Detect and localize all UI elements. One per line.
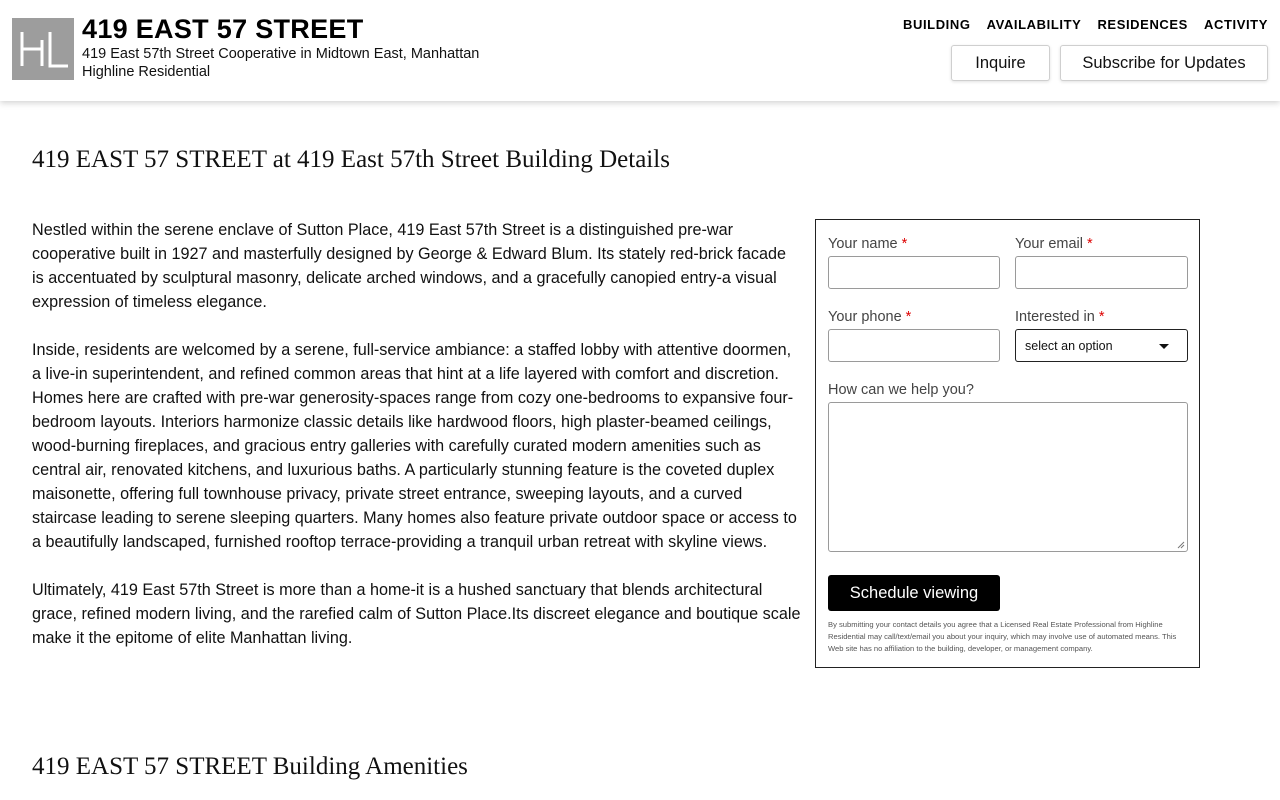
building-subtitle: 419 East 57th Street Cooperative in Midtown East, Manhattan: [82, 46, 480, 62]
required-mark: *: [1098, 309, 1105, 325]
form-disclaimer: By submitting your contact details you agree that a Licensed Real Estate Professional from Highline Residential may call/text/email you about your inquiry, which may involve use of automated means. This Web site has no affiliation to the building, developer, or management company.: [828, 620, 1177, 653]
site-header: [0, 0, 1280, 101]
main-nav: [903, 17, 1268, 32]
interest-select-value: select an option: [1025, 338, 1113, 353]
resize-grip-icon[interactable]: [1177, 541, 1185, 549]
email-label: Your email *: [1015, 236, 1093, 252]
logo[interactable]: [12, 18, 74, 80]
message-textarea[interactable]: [828, 402, 1188, 552]
building-amenities-heading: 419 EAST 57 STREET Building Amenities: [32, 753, 468, 780]
name-label: Your name *: [828, 236, 908, 252]
chevron-down-icon: [1159, 344, 1169, 349]
building-details-heading: 419 EAST 57 STREET at 419 East 57th Street Building Details: [32, 146, 670, 173]
building-description: [32, 218, 802, 674]
schedule-viewing-button[interactable]: Schedule viewing: [828, 575, 1000, 611]
nav-availability[interactable]: AVAILABILITY: [986, 17, 1082, 32]
building-title[interactable]: 419 EAST 57 STREET: [82, 14, 364, 44]
help-label: How can we help you?: [828, 382, 974, 398]
required-mark: *: [901, 236, 908, 252]
inquiry-form: [815, 219, 1200, 668]
hl-logo-icon: [12, 18, 74, 80]
interest-select[interactable]: [1015, 329, 1188, 362]
description-paragraph: Ultimately, 419 East 57th Street is more than a home-it is a hushed sanctuary that blends architectural grace, refined modern living, and the rarefied calm of Sutton Place.Its discreet elegance and boutique scale make it the epitome of elite Manhattan living.: [32, 581, 801, 647]
email-field[interactable]: [1015, 256, 1188, 289]
phone-field[interactable]: [828, 329, 1000, 362]
required-mark: *: [1086, 236, 1093, 252]
interest-label: Interested in *: [1015, 309, 1105, 325]
company-name: Highline Residential: [82, 64, 211, 80]
description-paragraph: Nestled within the serene enclave of Sutton Place, 419 East 57th Street is a distinguished pre-war cooperative built in 1927 and masterfully designed by George & Edward Blum. Its stately red-brick facade is accentuated by sculptural masonry, delicate arched windows, and a gracefully canopied entry-a visual expression of timeless elegance.: [32, 221, 787, 311]
nav-residences[interactable]: RESIDENCES: [1097, 17, 1188, 32]
subscribe-button[interactable]: Subscribe for Updates: [1060, 45, 1268, 81]
inquire-button[interactable]: Inquire: [951, 45, 1050, 81]
required-mark: *: [905, 309, 912, 325]
nav-building[interactable]: BUILDING: [902, 17, 971, 32]
phone-label: Your phone *: [828, 309, 912, 325]
description-paragraph: Inside, residents are welcomed by a serene, full-service ambiance: a staffed lobby with attentive doormen, a live-in superintendent, and refined common areas that hint at a life layered with comfort and discretion. Homes here are crafted with pre-war generosity-spaces range from cozy one-bedrooms to expansive four-bedroom layouts. Interiors harmonize classic details like hardwood floors, high plaster-beamed ceilings, wood-burning fireplaces, and gracious entry galleries with carefully curated modern amenities such as central air, renovated kitchens, and luxurious baths. A particularly stunning feature is the coveted duplex maisonette, offering full townhouse privacy, private street entrance, sweeping layouts, and a curved staircase leading to serene sleeping quarters. Many homes also feature private outdoor space or access to a beautifully landscaped, furnished rooftop terrace-providing a tranquil urban retreat with skyline views.: [32, 341, 797, 551]
nav-activity[interactable]: ACTIVITY: [1203, 17, 1268, 32]
name-field[interactable]: [828, 256, 1000, 289]
